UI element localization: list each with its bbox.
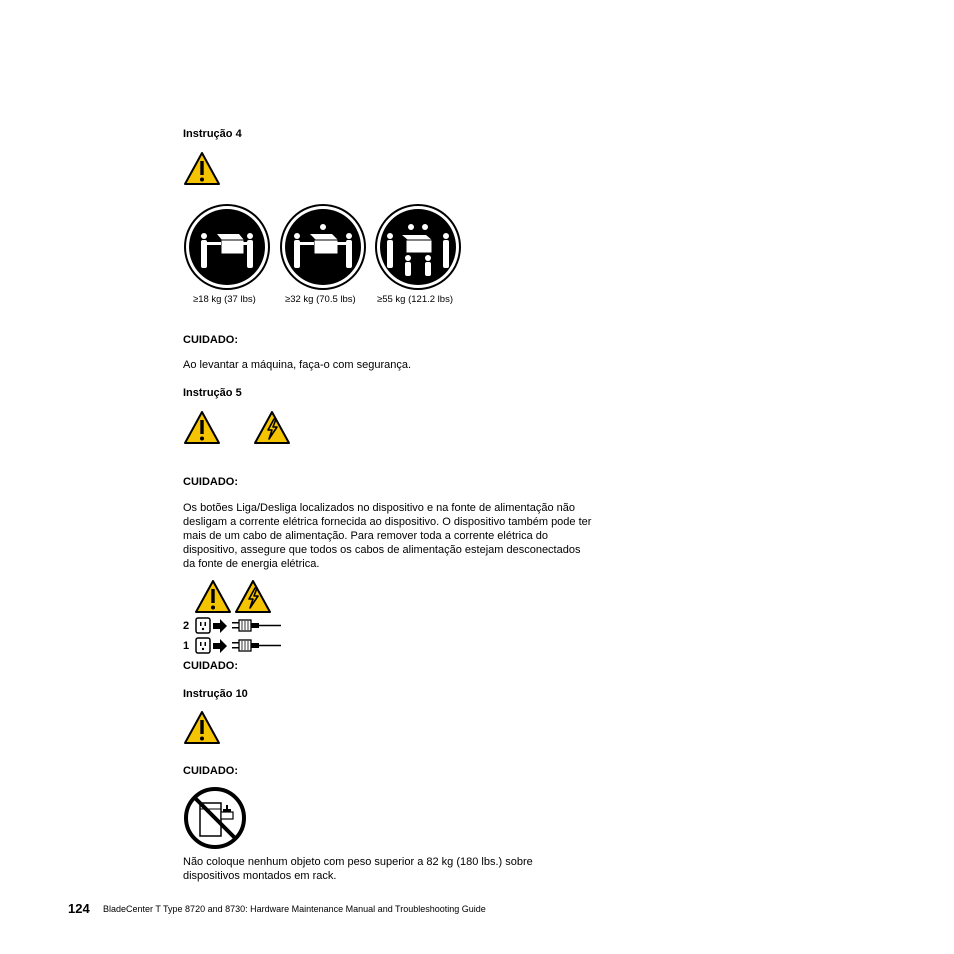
caution-label: CUIDADO: [183,660,238,672]
statement-5-heading: Instrução 5 [183,387,242,399]
statement-10-heading: Instrução 10 [183,688,248,700]
unplug-cord-icon [195,636,283,656]
two-person-lift-icon [184,204,270,290]
warning-icon [183,410,221,445]
weight-label-1: ≥18 kg (37 lbs) [193,294,256,305]
text-line: mais de um cabo de alimentação. Para remover toda a corrente elétrica do [183,530,549,542]
text-line: dispositivos montados em rack. [183,870,337,882]
caution-label: CUIDADO: [183,334,238,346]
unplug-cord-icon [195,616,283,636]
text-line: Os botões Liga/Desliga localizados no dispositivo e na fonte de alimentação não [183,502,575,514]
cord-label-2: 2 [183,620,190,632]
warning-icon [183,710,221,745]
power-caution-text [183,501,623,571]
weight-label-2: ≥32 kg (70.5 lbs) [285,294,356,305]
text-line: desligam a corrente elétrica fornecida ao dispositivo. O dispositivo também pode ter [183,516,592,528]
page-number: 124 [68,901,90,916]
caution-label: CUIDADO: [183,765,238,777]
warning-icon [183,151,221,186]
electrical-hazard-icon [234,579,272,614]
no-objects-on-rack-icon [183,786,247,850]
text-line: Não coloque nenhum objeto com peso superior a 82 kg (180 lbs.) sobre [183,856,533,868]
text-line: da fonte de energia elétrica. [183,558,320,570]
four-person-lift-icon [375,204,461,290]
electrical-hazard-icon [253,410,291,445]
cord-label-1: 1 [183,640,190,652]
caution-label: CUIDADO: [183,476,238,488]
weight-label-3: ≥55 kg (121.2 lbs) [377,294,453,305]
three-person-lift-icon [280,204,366,290]
statement-4-heading: Instrução 4 [183,128,242,140]
rack-caution-text [183,855,623,883]
warning-icon [194,579,232,614]
text-line: dispositivo, assegure que todos os cabos de alimentação estejam desconectados [183,544,581,556]
footer-title: BladeCenter T Type 8720 and 8730: Hardware Maintenance Manual and Troubleshooting Guide [103,904,486,914]
lift-caution-text: Ao levantar a máquina, faça-o com segurança. [183,359,412,371]
